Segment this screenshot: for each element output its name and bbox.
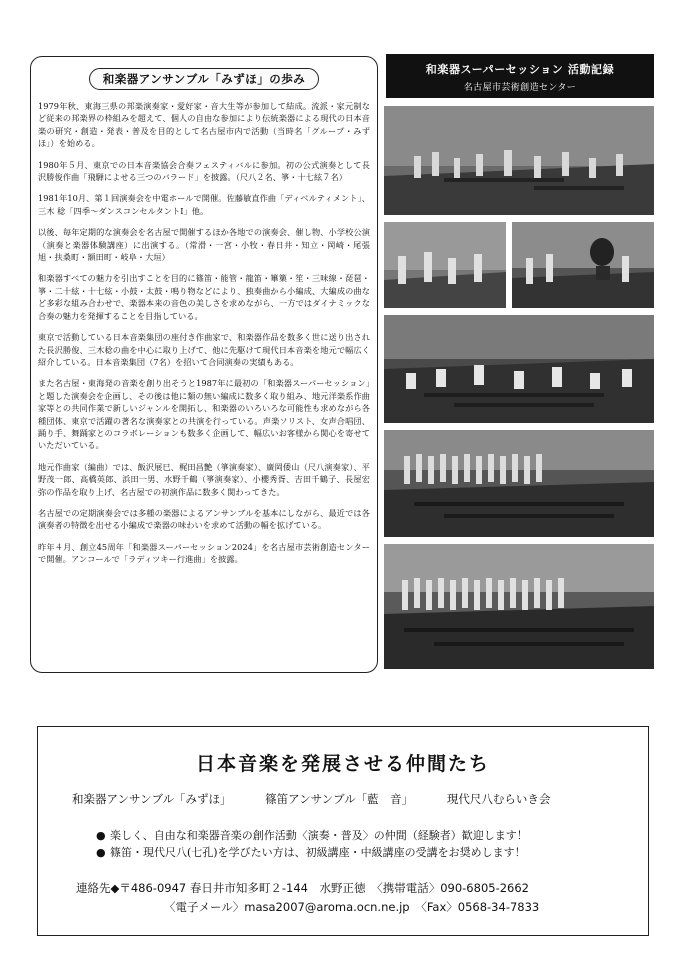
history-paragraph: 1979年秋、東海三県の邦楽演奏家・愛好家・音大生等が参加して結成。流派・家元制など従来の邦楽界の枠組みを超えて、個人の自由な参加により伝統楽器による現代の日本音楽の研究・創造・発表・普及を目的として名古屋市内で活動（当時名「グループ・みずほ」）を始める。 xyxy=(38,101,370,149)
group-list xyxy=(72,791,632,807)
record-subtitle: 名古屋市芸術創造センター xyxy=(463,83,577,93)
concert-photo-6 xyxy=(384,544,654,669)
members-box xyxy=(37,726,649,936)
history-paragraph: 昨年４月、創立45周年「和楽器スーパーセッション2024」を名古屋市芸術創造センターで開催。アンコールで「ラディツキー行進曲」を披露。 xyxy=(38,541,370,565)
concert-photo-5 xyxy=(384,430,654,537)
bullet-text: 篠笛・現代尺八(七孔)を学びたい方は、初級講座・中級講座の受講をお奨めします！ xyxy=(110,846,526,859)
history-paragraph: 名古屋での定期演奏会では多種の楽器によるアンサンブルを基本にしながら、最近では各演奏者の特徴を出せる小編成で楽器の味わいを求めて活動の幅を拡げている。 xyxy=(38,507,370,531)
history-box xyxy=(30,56,378,673)
history-paragraph: 地元作曲家（編曲）では、飯沢展巳、梶田昌艶（箏演奏家）、廣岡倭山（尺八演奏家）、平野茂一郎、高橋英郎、浜田一男、水野千鶴（箏演奏家）、小櫻秀胥、吉田千鶴子、長屋宏弥の作品を取り上げ、名古屋での初演作品に数多く関わってきた。 xyxy=(38,461,370,497)
group-name: 篠笛アンサンブル「藍 音」 xyxy=(265,792,414,806)
members-title: 日本音楽を発展させる仲間たち xyxy=(195,753,490,775)
concert-photo-3 xyxy=(512,222,654,308)
history-paragraph: また名古屋・東海発の音楽を創り出そうと1987年に最初の「和楽器スーパーセッション」と題した演奏会を企画し、その後は他に類の無い編成に数多く取り組み、地元洋楽系作曲家等との共同作業で新しいジャンルを開拓し、和楽器のいろいろな可能性も求めながら各種団体、東京で活躍の著名な演奏家との共演を行っている。声楽ソリスト、女声合唱団、踊り手、舞踊家とのコラボレーションも数多く企画して、幅広いお客様から関心を寄せていただいている。 xyxy=(38,378,370,451)
group-name: 現代尺八むらいき会 xyxy=(446,792,551,806)
bullet-list xyxy=(96,827,646,861)
record-header xyxy=(386,54,654,98)
bullet-item xyxy=(96,827,646,844)
bullet-dot-icon: ● xyxy=(96,829,106,842)
history-title: 和楽器アンサンブル「みずほ」の歩み xyxy=(89,68,319,90)
history-paragraph: 以後、毎年定期的な演奏会を名古屋で開催するほか各地での演奏会、催し物、小学校公演（演奏と楽器体験講座）に出演する。（常滑・一宮・小牧・春日井・知立・岡崎・尾張旭・扶桑町・額田町・岐阜・大垣） xyxy=(38,227,370,263)
bullet-item xyxy=(96,844,646,861)
bullet-dot-icon: ● xyxy=(96,846,106,859)
contact-info xyxy=(76,879,646,917)
concert-photo-2 xyxy=(384,222,506,308)
contact-line: 〈電子メール〉masa2007@aroma.ocn.ne.jp 〈Fax〉0568-34-7833 xyxy=(164,900,540,914)
history-paragraph: 和楽器すべての魅力を引出すことを目的に篠笛・能管・龍笛・篳篥・笙・三味線・琵琶・箏・二十絃・十七絃・小鼓・太鼓・鳴り物などにより、独奏曲から小編成、大編成の曲など多彩な組み合わせで、楽器本来の音色の美しさを求めながら、一方ではダイナミックな合奏の魅力を発揮することを目指している。 xyxy=(38,273,370,321)
contact-line: 連絡先◆〒486-0947 春日井市知多町２-144 水野正徳 〈携帯電話〉090-6805-2662 xyxy=(76,881,529,895)
concert-photo-4 xyxy=(384,315,654,423)
concert-photo-1 xyxy=(384,106,654,215)
history-paragraph: 東京で活動している日本音楽集団の座付き作曲家で、和楽器作品を数多く世に送り出された長沢勝俊、三木稔の曲を中心に取り上げて、他に先駆けて現代日本音楽を地元で幅広く紹介している。日本音楽集団（7名）を招いて合同演奏の実績もある。 xyxy=(38,332,370,367)
history-paragraph: 1980年５月、東京での日本音楽協会合奏フェスティバルに参加。初の公式演奏として長沢勝俊作曲「飛騨によせる三つのバラード」を披露。（尺八２名、箏・十七絃７名） xyxy=(38,159,370,183)
record-title: 和楽器スーパーセッション 活動記録 xyxy=(425,63,615,76)
bullet-text: 楽しく、自由な和楽器音楽の創作活動〈演奏・普及〉の仲間（経験者）歓迎します！ xyxy=(110,829,528,842)
history-paragraph: 1981年10月、第１回演奏会を中電ホールで開催。佐藤敏直作曲「ディベルティメント」、三木 稔「四季～ダンスコンセルタントⅠ」他。 xyxy=(38,193,370,216)
group-name: 和楽器アンサンブル「みずほ」 xyxy=(72,792,232,806)
